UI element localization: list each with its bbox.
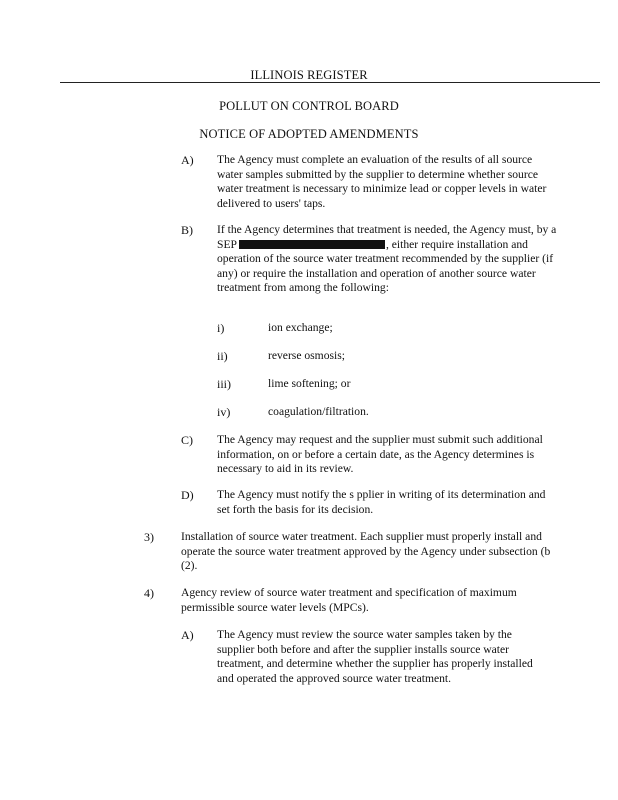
item-a-text: The Agency must complete an evaluation of the results of all source water samples submitted by the supplier to determine whether source water treatment is necessary to minimize lead or copper levels in water delivered to users' taps.	[217, 153, 547, 210]
register-title: ILLINOIS REGISTER	[250, 68, 368, 82]
item-a-label: A)	[181, 153, 194, 167]
item-d-text: The Agency must notify the s pplier in writing of its determination and set forth the basis for its decision.	[217, 488, 546, 516]
item-b-text-after: , either require installation and operation of the source water treatment recommended by the supplier (if any) or require the installation and operation of another source water treatment from among the following:	[217, 237, 554, 295]
option-iii-text: lime softening; or	[268, 377, 351, 390]
option-ii-text: reverse osmosis;	[268, 349, 345, 362]
redaction-bar	[239, 240, 385, 249]
option-iv-text: coagulation/filtration.	[268, 405, 369, 418]
item-d-label: D)	[181, 488, 194, 502]
item-b-text	[217, 223, 557, 296]
item-b-label: B)	[181, 223, 193, 237]
item-4a-label: A)	[181, 628, 194, 642]
option-iii-num: iii)	[217, 377, 231, 391]
item-c-label: C)	[181, 433, 193, 447]
item-3-text: Installation of source water treatment. Each supplier must properly install and operate the source water treatment approved by the Agency under subsection (b (2).	[181, 530, 551, 573]
option-i-text: ion exchange;	[268, 321, 333, 334]
board-title: POLLUT ON CONTROL BOARD	[219, 99, 399, 113]
notice-title: NOTICE OF ADOPTED AMENDMENTS	[199, 127, 419, 141]
header-rule	[60, 82, 600, 83]
item-b-text-before: If the Agency determines that treatment is needed, the Agency must, by a SEP	[217, 223, 557, 251]
option-iv-num: iv)	[217, 405, 231, 419]
option-i-num: i)	[217, 321, 225, 335]
item-4-text: Agency review of source water treatment and specification of maximum permissible source water levels (MPCs).	[181, 586, 517, 614]
item-4a-text: The Agency must review the source water samples taken by the supplier both before and after the supplier installs source water treatment, and determine whether the supplier has properly installed and operated the approved source water treatment.	[217, 628, 533, 685]
item-4-label: 4)	[144, 586, 154, 600]
option-ii-num: ii)	[217, 349, 228, 363]
item-c-text: The Agency may request and the supplier must submit such additional information, on or before a certain date, as the Agency determines is necessary to aid in its review.	[217, 433, 543, 476]
item-3-label: 3)	[144, 530, 154, 544]
